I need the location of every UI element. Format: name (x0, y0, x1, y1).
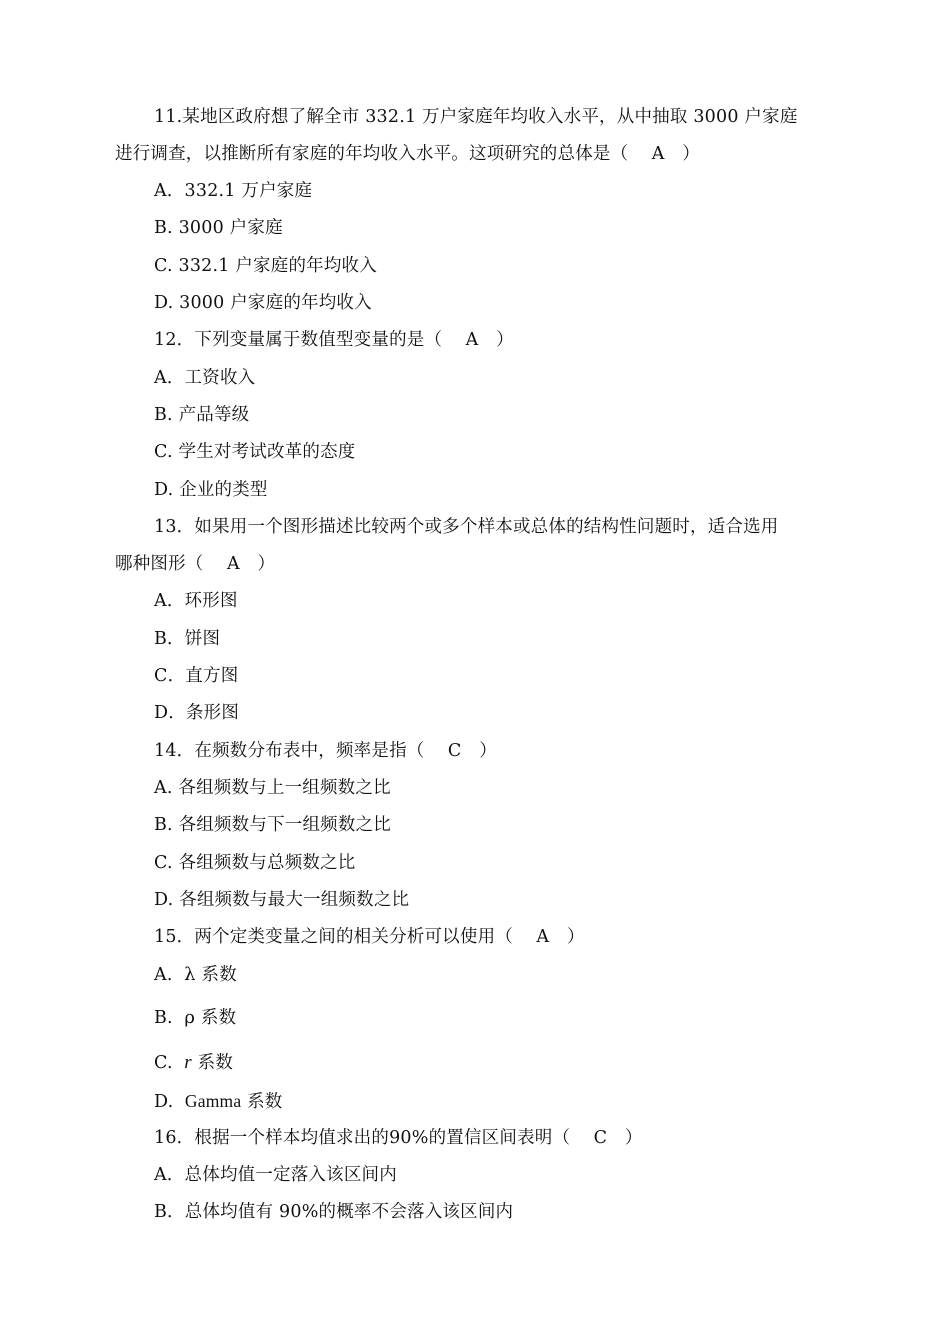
option-b-prefix: B. (154, 1008, 173, 1028)
question-15-option-c (154, 1051, 233, 1075)
question-12-option-a: A．工资收入 (154, 368, 256, 388)
question-11-option-c: C. 332.1 户家庭的年均收入 (154, 256, 377, 276)
question-13-stem-line2: 哪种图形（ A ） (115, 554, 276, 574)
question-12-option-d: D. 企业的类型 (154, 480, 268, 500)
question-13-stem-line1: 13．如果用一个图形描述比较两个或多个样本或总体的结构性问题时，适合选用 (154, 517, 779, 537)
option-d-suffix: 系数 (247, 1092, 283, 1112)
option-d-prefix: D. (154, 1092, 174, 1112)
gamma-word: Gamma (184, 1091, 242, 1111)
question-12-option-b: B. 产品等级 (154, 405, 250, 425)
question-14-option-c: C. 各组频数与总频数之比 (154, 853, 356, 873)
question-15-option-b (154, 1006, 236, 1030)
question-11-stem-line2: 进行调查，以推断所有家庭的年均收入水平。这项研究的总体是（ A ） (115, 144, 700, 164)
question-11-stem-line1: 11.某地区政府想了解全市 332.1 万户家庭年均收入水平，从中抽取 3000 户家庭 (154, 107, 798, 127)
question-14-option-d: D. 各组频数与最大一组频数之比 (154, 890, 410, 910)
question-13-option-c: C．直方图 (154, 666, 239, 686)
question-11-option-b: B. 3000 户家庭 (154, 218, 283, 238)
question-16-option-b: B．总体均值有 90%的概率不会落入该区间内 (154, 1202, 514, 1222)
option-b-suffix: 系数 (200, 1008, 237, 1028)
question-13-option-b: B．饼图 (154, 629, 221, 649)
question-15-option-a (154, 963, 237, 987)
question-12-option-c: C. 学生对考试改革的态度 (154, 442, 356, 462)
lambda-symbol: λ (184, 964, 196, 985)
question-11-option-d: D. 3000 户家庭的年均收入 (154, 293, 372, 313)
option-a-prefix: A. (154, 965, 173, 985)
option-c-suffix: 系数 (197, 1053, 234, 1073)
question-16-stem: 16．根据一个样本均值求出的90%的置信区间表明（ C ） (154, 1128, 643, 1148)
option-c-prefix: C. (154, 1053, 173, 1073)
question-14-option-a: A. 各组频数与上一组频数之比 (154, 778, 391, 798)
option-a-suffix: 系数 (201, 965, 237, 985)
question-14-option-b: B. 各组频数与下一组频数之比 (154, 815, 391, 835)
question-13-option-d: D．条形图 (154, 703, 240, 723)
question-14-stem: 14．在频数分布表中，频率是指（ C ） (154, 741, 497, 761)
rho-symbol: ρ (184, 1007, 196, 1028)
question-12-stem: 12．下列变量属于数值型变量的是（ A ） (154, 330, 514, 350)
question-15-option-d (154, 1089, 282, 1114)
question-15-stem: 15．两个定类变量之间的相关分析可以使用（ A ） (154, 927, 585, 947)
r-symbol: r (184, 1052, 192, 1073)
question-16-option-a: A．总体均值一定落入该区间内 (154, 1165, 397, 1185)
question-13-option-a: A．环形图 (154, 591, 238, 611)
question-11-option-a: A．332.1 万户家庭 (154, 181, 313, 201)
